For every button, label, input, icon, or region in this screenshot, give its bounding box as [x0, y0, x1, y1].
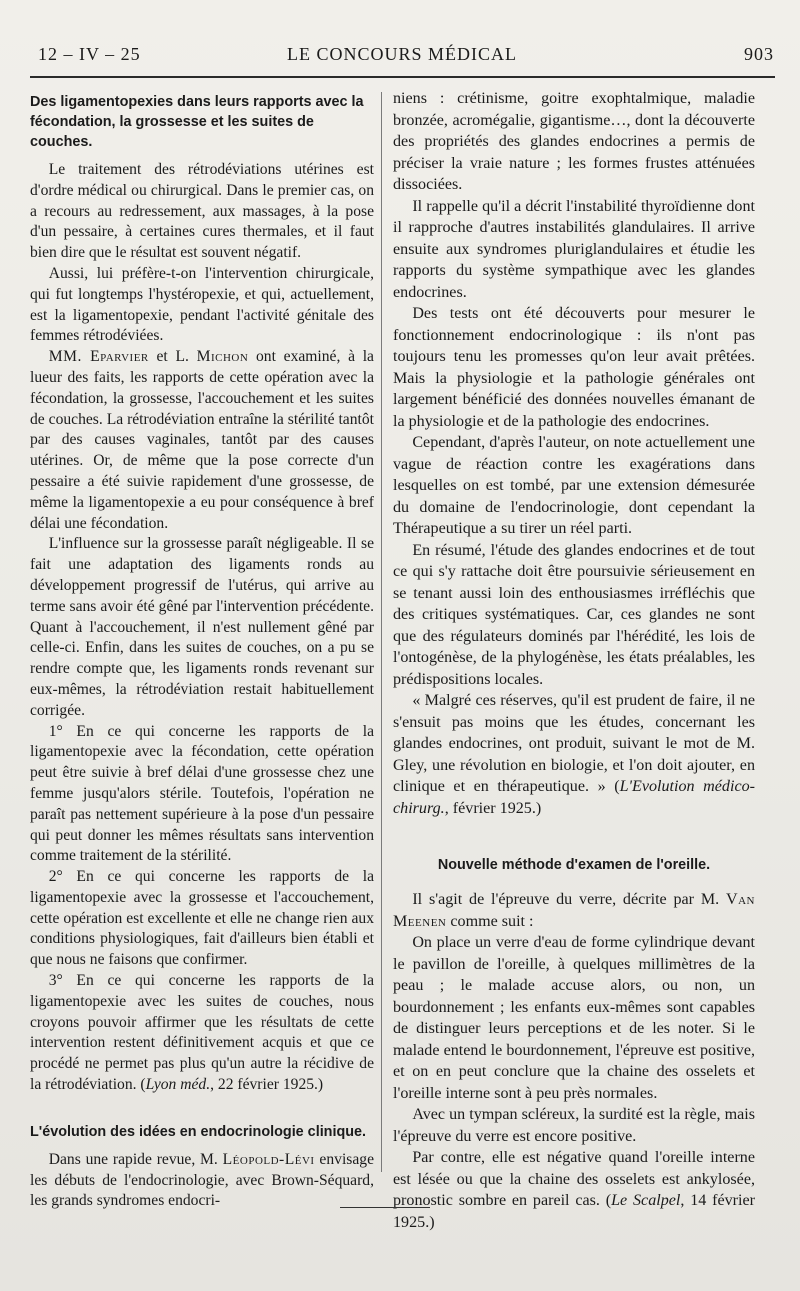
left-column: [30, 88, 374, 1212]
issue-date: 12 – IV – 25: [38, 44, 141, 64]
source-citation: Lyon méd.: [145, 1076, 211, 1094]
column-divider: [381, 92, 382, 1172]
section-heading-oreille: Nouvelle méthode d'examen de l'oreille.: [437, 857, 711, 873]
author-name: Michon: [196, 348, 249, 366]
paragraph: On place un verre d'eau de forme cylindrique devant le pavillon de l'oreille, à quelques millimètres de la peau ; le malade accuse alors, ou non, un bourdonnement ; les enfants eux-mêmes sont capables de distinguer leurs perceptions et de les noter. Si le malade entend le bourdonnement, l'épreuve est positive, et on en peut conclure que la chaine des osselets et l'oreille interne sont à peu près normales.: [393, 934, 755, 1102]
paragraph: En résumé, l'étude des glandes endocrines et de tout ce qui s'y rattache doit être poursuivie sérieusement en se tenant aussi loin des enthousiasmes irréfléchis que des critiques systématiques. Car, ces glandes ne sont que des régulateurs dominés par l'hérédité, les lois de l'ontogénèse, de la phylogénèse, les états préalables, les prédispositions locales.: [393, 541, 755, 688]
paragraph: 2° En ce qui concerne les rapports de la ligamentopexie avec la grossesse et l'accouchement, cette opération est excellente et elle ne change rien aux conditions physiologiques, fait d'ailleurs bien établi et que nous ne faisons que confirmer.: [30, 868, 374, 969]
paragraph: Aussi, lui préfère-t-on l'intervention chirurgicale, qui fut longtemps l'hystéropexie, et qui, actuellement, est la ligamentopexie, pendant l'activité génitale des femmes rétrodéviées.: [30, 264, 374, 345]
paragraph: Avec un tympan scléreux, la surdité est la règle, mais l'épreuve du verre est encore positive.: [393, 1106, 755, 1145]
paragraph: MM. Eparvier et L. Michon ont examiné, à la lueur des faits, les rapports de cette opération avec la fécondation, la grossesse, l'accouchement et les suites de couches. La rétrodéviation entraîne la stérilité tantôt par des causes vaginales, tantôt par des causes utérines. Or, de même que la pose correcte d'un pessaire a été suivie rapidement d'une grossesse, de même la ligamentopexie a eu pour conséquence à bref délai une fécondation.: [30, 348, 374, 532]
author-name: Léopold-Lévi: [222, 1150, 315, 1168]
section-heading-ligamentopexies: Des ligamentopexies dans leurs rapports avec la fécondation, la grossesse et les suites de couches.: [30, 94, 364, 150]
paragraph: L'influence sur la grossesse paraît négligeable. Il se fait une adaptation des ligaments ronds au développement progressif de l'utérus, qui arrive au terme sans avoir été gêné par l'intervention précédente. Quant à l'accouchement, il n'est nullement gêné par celle-ci. Enfin, dans les suites de couches, on a pu se rendre compte que, les ligaments ronds revenant sur eux-mêmes, la rétrodéviation restait habituellement corrigée.: [30, 535, 374, 719]
paragraph: Des tests ont été découverts pour mesurer le fonctionnement endocrinologique : ils n'ont pas toujours tenu les promesses qu'on leur avait prêtées. Mais la physiologie et la pathologie générales ont largement bénéficié des données nouvelles émanant de la physiologie et de la pathologie des endocrines.: [393, 305, 755, 430]
header-rule: [30, 76, 775, 78]
paragraph: Le traitement des rétrodéviations utérines est d'ordre médical ou chirurgical. Dans le premier cas, on a recours au redressement, aux massages, à la pose d'un pessaire, à certaines cures thermales, et il faut bien dire que le résultat est souvent négatif.: [30, 161, 374, 262]
paragraph: Il rappelle qu'il a décrit l'instabilité thyroïdienne dont il rapproche d'autres instabilités glandulaires. Il arrive ensuite aux syndromes pluriglandulaires et étudie les rapports du système sympathique avec les glandes endocrines.: [393, 197, 755, 301]
paragraph: « Malgré ces réserves, qu'il est prudent de faire, il ne s'ensuit pas moins que les études, concernant les glandes endocrines, ont produit, suivant le mot de M. Gley, une révolution en biologie, et l'on doit ajouter, en clinique et en thérapeutique. » (L'Evolution médico-chirurg., février 1925.): [393, 692, 755, 817]
running-head: [30, 44, 774, 72]
author-name: MM. Eparvier: [48, 348, 149, 366]
paragraph: 3° En ce qui concerne les rapports de la ligamentopexie avec les suites de couches, nous croyons pouvoir affirmer que les résultats de cette intervention restent définitivement acquis et que ce procédé ne permet pas plus qu'un autre la récidive de la rétrodéviation. (Lyon méd., 22 février 1925.): [30, 972, 374, 1094]
end-rule: [340, 1207, 430, 1208]
source-citation: Le Scalpel: [611, 1192, 681, 1209]
paragraph-continued: niens : crétinisme, goitre exophtalmique, maladie bronzée, acromégalie, gigantisme…, dont la découverte des propriétés des glandes endocrines a permis de préciser la vraie nature ; les formes frustes atténuées dissociées.: [393, 90, 755, 193]
section-heading-endocrinologie: L'évolution des idées en endocrinologie clinique.: [30, 1123, 367, 1140]
journal-title: LE CONCOURS MÉDICAL: [286, 44, 517, 64]
right-column: [393, 88, 755, 1233]
paragraph: 1° En ce qui concerne les rapports de la ligamentopexie avec la fécondation, cette opération peut être suivie à bref délai d'une grossesse chez une femme jusqu'alors stérile. Toutefois, l'opération ne paraît pas nettement supérieure à la pose d'un pessaire qui peut donner les mêmes résultats sans intervention comme traitement de la stérilité.: [30, 722, 374, 865]
source-citation: L'Evolution médico-chirurg.: [393, 778, 755, 817]
paragraph: Par contre, elle est négative quand l'oreille interne est lésée ou que la chaine des osselets est ankylosée, pronostic sombre en pareil cas. (Le Scalpel, 14 février 1925.): [393, 1149, 755, 1231]
author-name: Van Meenen: [393, 891, 755, 930]
paragraph: Dans une rapide revue, M. Léopold-Lévi envisage les débuts de l'endocrinologie, avec Brown-Séquard, les grands syndromes endocri-: [30, 1150, 374, 1210]
paragraph: Il s'agit de l'épreuve du verre, décrite par M. Van Meenen comme suit :: [393, 891, 755, 930]
paragraph: Cependant, d'après l'auteur, on note actuellement une vague de réaction contre les exagérations dans lesquelles on est tombé, par une extension démesurée du domaine de l'endocrinologie, dont cependant la Thérapeutique a su tirer un réel parti.: [393, 434, 755, 537]
page-number: 903: [744, 44, 774, 64]
